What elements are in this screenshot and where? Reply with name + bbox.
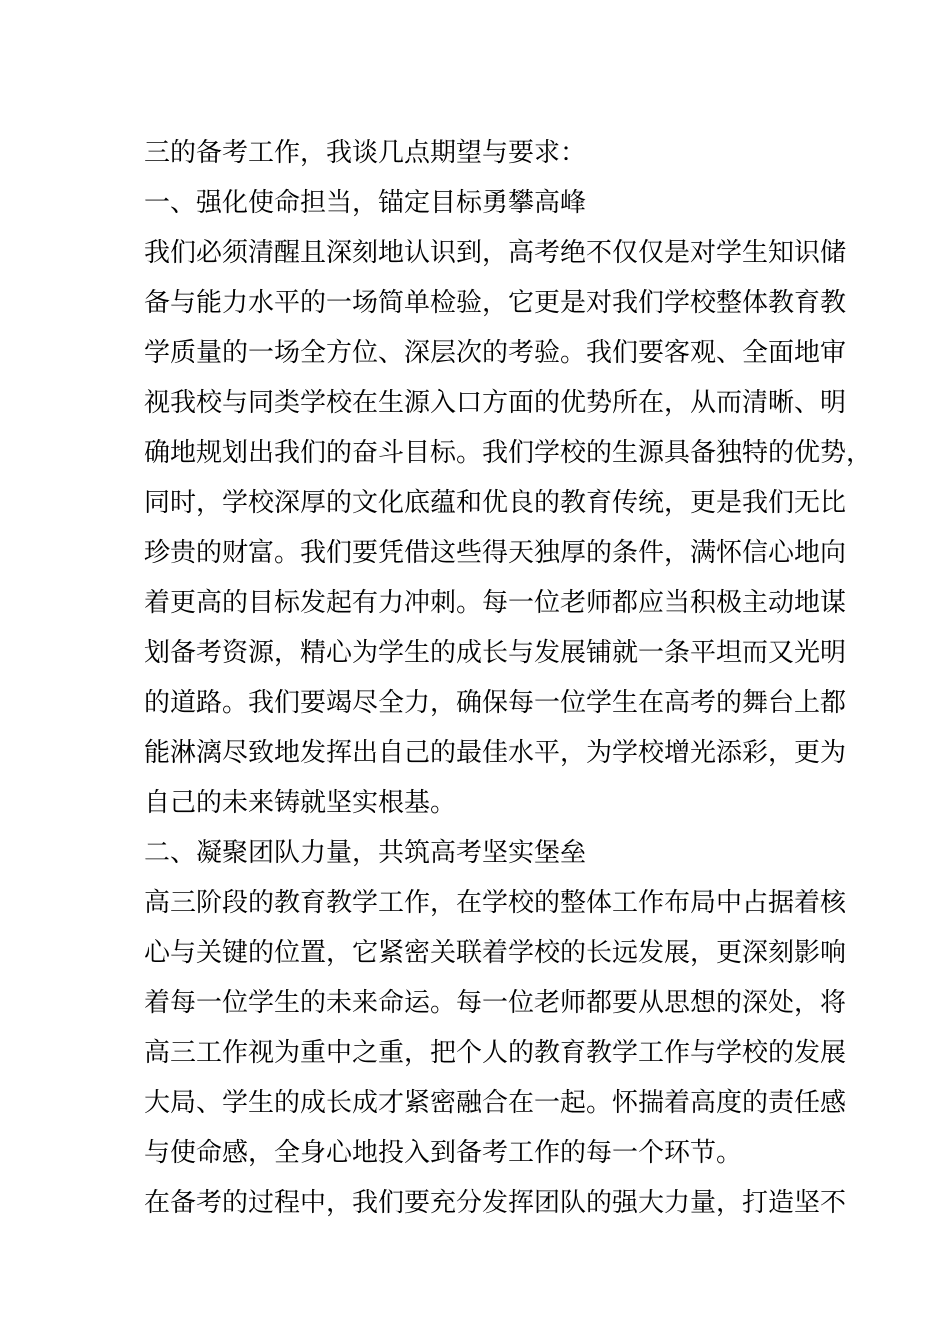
text-line: 备与能力水平的一场简单检验，它更是对我们学校整体教育教 [144,288,847,318]
text-line: 划备考资源，精心为学生的成长与发展铺就一条平坦而又光明 [144,638,847,668]
text-line: 自己的未来铸就坚实根基。 [144,788,457,818]
text-line: 学质量的一场全方位、深层次的考验。我们要客观、全面地审 [144,338,847,368]
text-line: 着更高的目标发起有力冲刺。每一位老师都应当积极主动地谋 [144,588,847,618]
text-line: 能淋漓尽致地发挥出自己的最佳水平，为学校增光添彩，更为 [144,738,847,768]
text-line: 在备考的过程中，我们要充分发挥团队的强大力量，打造坚不 [144,1188,847,1218]
section-heading-1: 一、强化使命担当，锚定目标勇攀高峰 [144,188,587,218]
text-line: 心与关键的位置，它紧密关联着学校的长远发展，更深刻影响 [144,938,847,968]
section-heading-2: 二、凝聚团队力量，共筑高考坚实堡垒 [144,838,587,868]
text-line: 着每一位学生的未来命运。每一位老师都要从思想的深处，将 [144,988,847,1018]
text-line: 与使命感，全身心地投入到备考工作的每一个环节。 [144,1138,743,1168]
text-line: 同时，学校深厚的文化底蕴和优良的教育传统，更是我们无比 [144,488,847,518]
text-line: 珍贵的财富。我们要凭借这些得天独厚的条件，满怀信心地向 [144,538,847,568]
text-line: 确地规划出我们的奋斗目标。我们学校的生源具备独特的优势， [144,438,873,468]
text-line: 的道路。我们要竭尽全力，确保每一位学生在高考的舞台上都 [144,688,847,718]
text-line: 高三工作视为重中之重，把个人的教育教学工作与学校的发展 [144,1038,847,1068]
text-line: 高三阶段的教育教学工作，在学校的整体工作布局中占据着核 [144,888,847,918]
text-line: 三的备考工作，我谈几点期望与要求： [144,138,587,168]
text-line: 我们必须清醒且深刻地认识到，高考绝不仅仅是对学生知识储 [144,238,847,268]
text-line: 视我校与同类学校在生源入口方面的优势所在，从而清晰、明 [144,388,847,418]
text-line: 大局、学生的成长成才紧密融合在一起。怀揣着高度的责任感 [144,1088,847,1118]
document-body [144,128,873,1228]
